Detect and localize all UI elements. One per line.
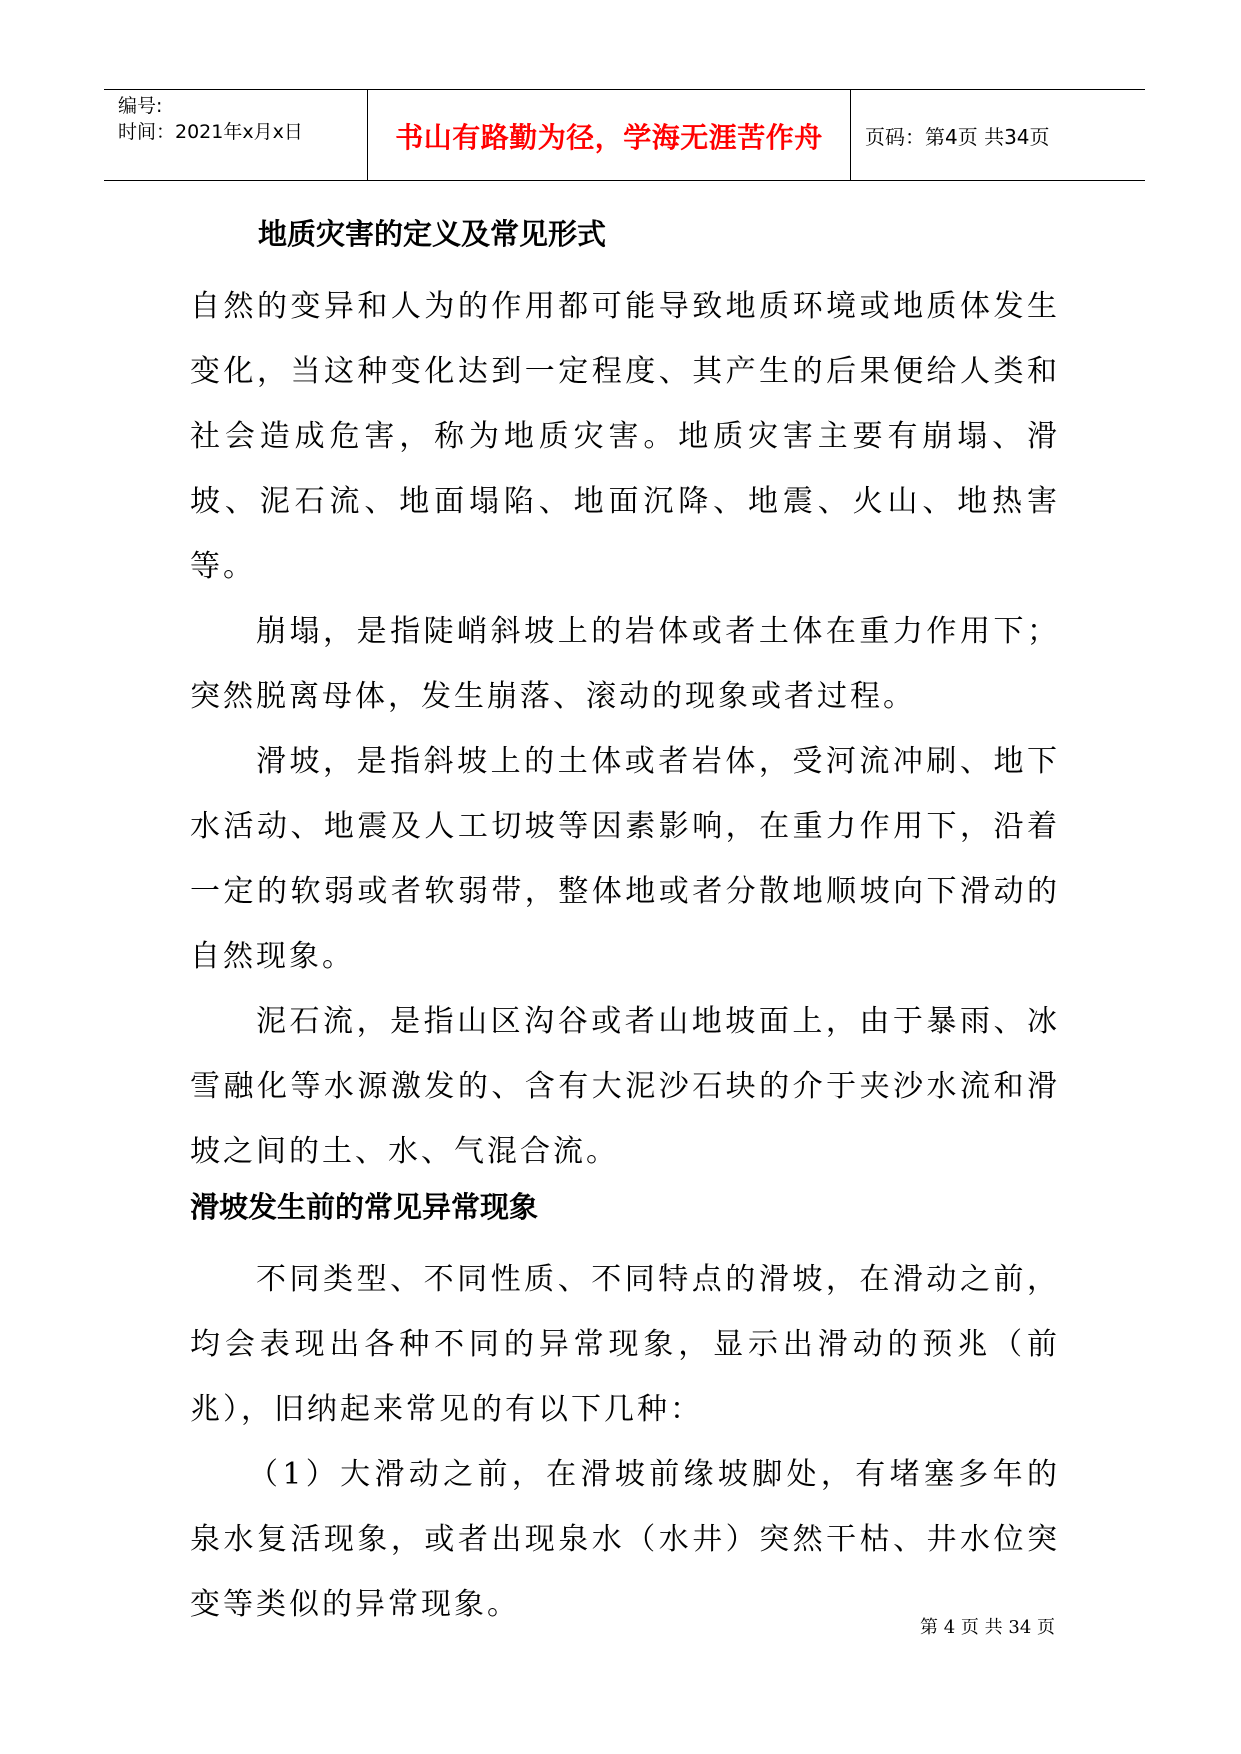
header-meta-cell xyxy=(104,90,368,180)
page-footer-number: 第 4 页 共 34 页 xyxy=(920,1617,1055,1638)
paragraph-landslide: 滑坡，是指斜坡上的土体或者岩体，受河流冲刷、地下水活动、地震及人工切坡等因素影响，在重力作用下，沿着一定的软弱或者软弱带，整体地或者分散地顺坡向下滑动的自然现象。 xyxy=(190,744,1060,974)
paragraph-precursors-intro: 不同类型、不同性质、不同特点的滑坡，在滑动之前，均会表现出各种不同的异常现象，显示出滑动的预兆（前兆），旧纳起来常见的有以下几种： xyxy=(190,1262,1060,1427)
document-time-label: 时间：2021年x月x日 xyxy=(118,121,303,143)
page-header xyxy=(104,89,1145,181)
document-number-label: 编号: xyxy=(118,95,163,117)
header-page-info: 页码：第4页 共34页 xyxy=(865,125,1050,149)
paragraph-precursor-item-1: （1）大滑动之前，在滑坡前缘坡脚处，有堵塞多年的泉水复活现象，或者出现泉水（水井）突然干枯、井水位突变等类似的异常现象。 xyxy=(190,1457,1060,1622)
section-title-definition: 地质灾害的定义及常见形式 xyxy=(258,217,607,251)
header-motto: 书山有路勤为径，学海无涯苦作舟 xyxy=(368,90,851,180)
section-title-precursors: 滑坡发生前的常见异常现象 xyxy=(190,1190,539,1224)
paragraph-definition: 自然的变异和人为的作用都可能导致地质环境或地质体发生变化，当这种变化达到一定程度、其产生的后果便给人类和社会造成危害，称为地质灾害。地质灾害主要有崩塌、滑坡、泥石流、地面塌陷、地面沉降、地震、火山、地热害等。 xyxy=(190,289,1060,584)
document-body xyxy=(190,214,1060,1637)
paragraph-debris-flow: 泥石流，是指山区沟谷或者山地坡面上，由于暴雨、冰雪融化等水源激发的、含有大泥沙石块的介于夹沙水流和滑坡之间的土、水、气混合流。 xyxy=(190,1004,1060,1169)
paragraph-collapse: 崩塌，是指陡峭斜坡上的岩体或者土体在重力作用下；突然脱离母体，发生崩落、滚动的现象或者过程。 xyxy=(190,614,1060,714)
